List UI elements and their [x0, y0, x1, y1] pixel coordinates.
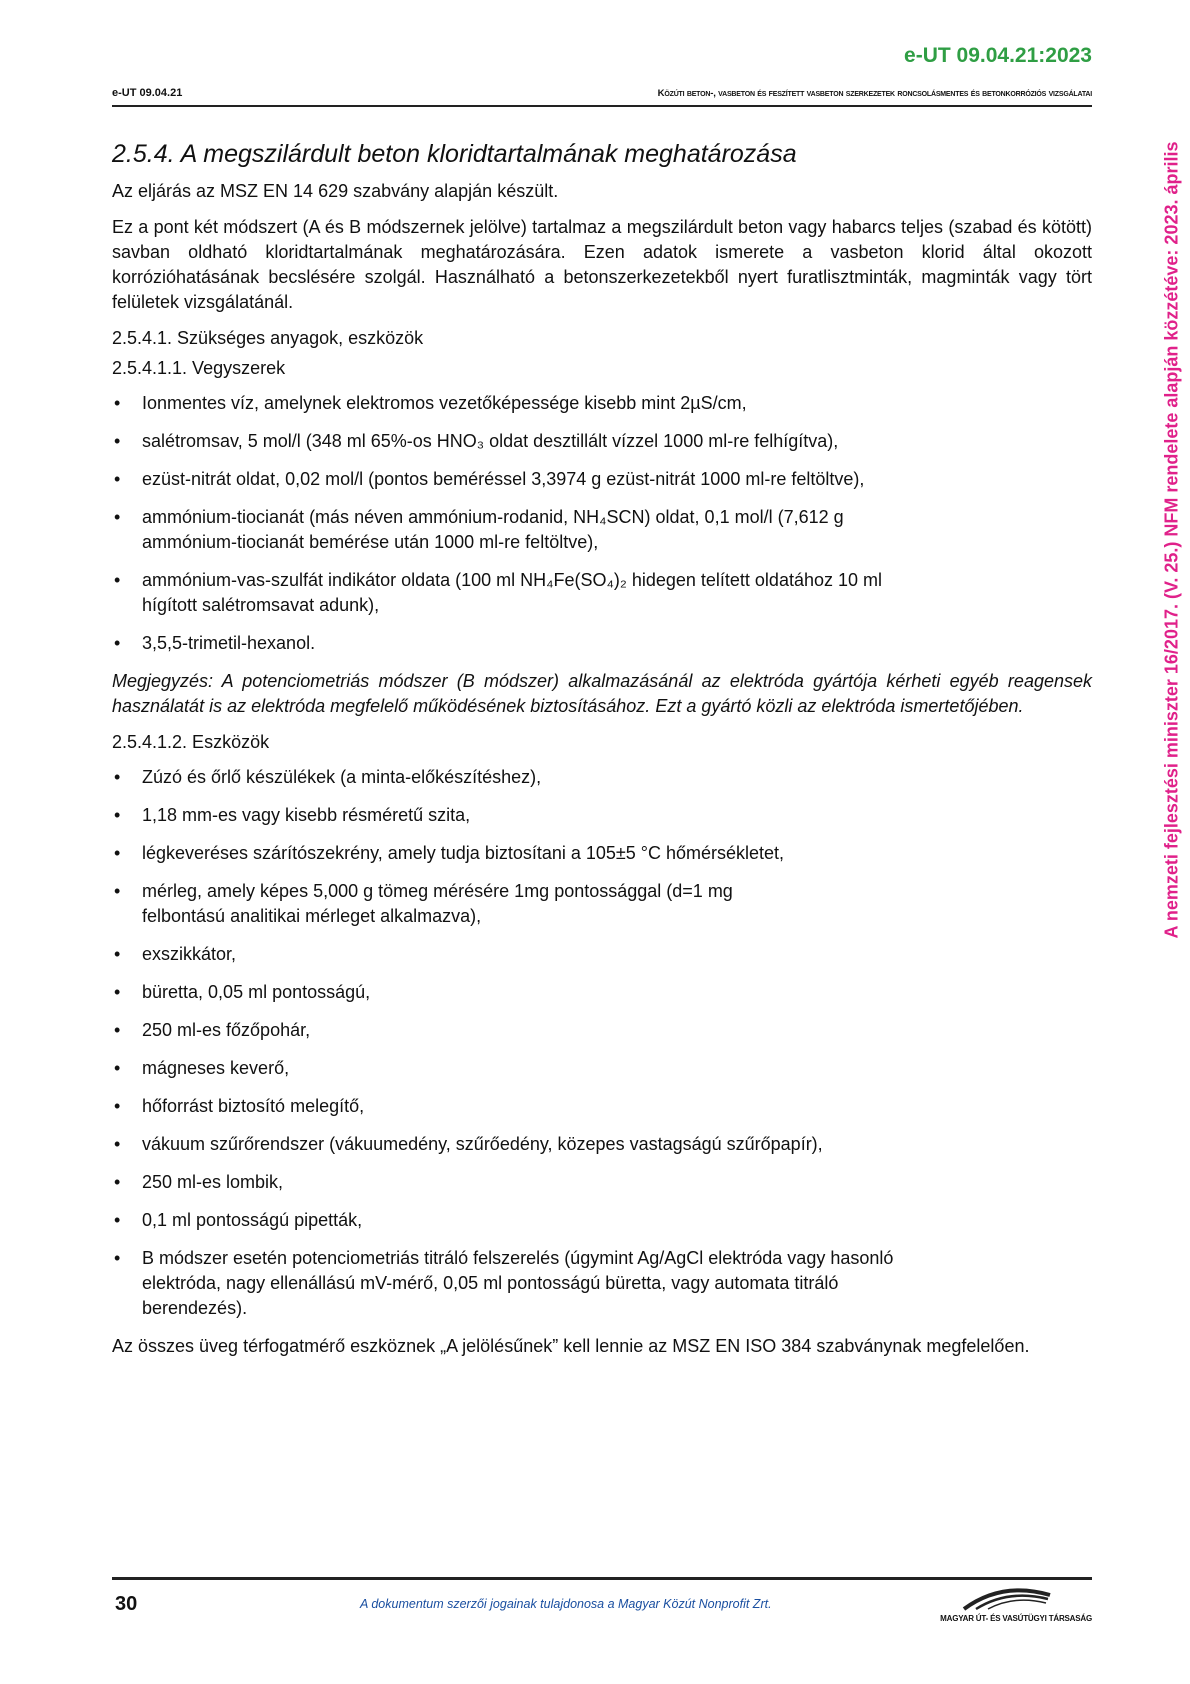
list-item: • ammónium-tiocianát (más néven ammónium-rodanid, NH₄SCN) oldat, 0,1 mol/l (7,612 g ammónium-tiocianát bemérése után 1000 ml-re feltöltve),	[112, 505, 922, 555]
section-title: 2.5.4. A megszilárdult beton kloridtartalmának meghatározása	[112, 140, 797, 168]
list-item: • mágneses keverő,	[112, 1056, 1092, 1081]
running-header	[112, 87, 1092, 107]
society-logo	[922, 1585, 1092, 1623]
note-paragraph: Megjegyzés: A potenciometriás módszer (B módszer) alkalmazásánál az elektróda gyártója kérheti egyéb reagensek használatát is az elektróda megfelelő működésének biztosításához. Ezt a gyártó közli az elektróda ismertetőjében.	[112, 671, 1092, 716]
header-doc-id: e-UT 09.04.21	[112, 87, 183, 99]
chemicals-list	[112, 391, 1092, 656]
subheading-materials: 2.5.4.1. Szükséges anyagok, eszközök	[112, 328, 424, 348]
list-item: • légkeveréses szárítószekrény, amely tudja biztosítani a 105±5 °C hőmérsékletet,	[112, 841, 1092, 866]
list-item: • exszikkátor,	[112, 942, 1092, 967]
list-item: • mérleg, amely képes 5,000 g tömeg mérésére 1mg pontossággal (d=1 mg felbontású analitikai mérleget alkalmazva),	[112, 879, 802, 929]
closing-paragraph: Az összes üveg térfogatmérő eszköznek „A jelölésűnek” kell lennie az MSZ EN ISO 384 szabványnak megfelelően.	[112, 1336, 1030, 1356]
footer-divider	[112, 1577, 1092, 1580]
list-item: • Zúzó és őrlő készülékek (a minta-előkészítéshez),	[112, 765, 1092, 790]
page-number: 30	[115, 1593, 138, 1615]
tools-list	[112, 765, 1092, 1321]
page-content	[112, 140, 1092, 1370]
list-item: • 0,1 ml pontosságú pipetták,	[112, 1208, 1092, 1233]
logo-text: MAGYAR ÚT- ÉS VASÚTÜGYI TÁRSASÁG	[940, 1614, 1092, 1623]
footer-copyright: A dokumentum szerzői jogainak tulajdonosa a Magyar Közút Nonprofit Zrt.	[360, 1597, 772, 1611]
road-arc-logo-icon	[962, 1585, 1052, 1611]
intro-paragraph: Az eljárás az MSZ EN 14 629 szabvány alapján készült.	[112, 181, 559, 201]
subheading-chemicals: 2.5.4.1.1. Vegyszerek	[112, 358, 286, 378]
document-code: e-UT 09.04.21:2023	[904, 44, 1092, 67]
list-item: • 3,5,5-trimetil-hexanol.	[112, 631, 1092, 656]
list-item: • ezüst-nitrát oldat, 0,02 mol/l (pontos beméréssel 3,3974 g ezüst-nitrát 1000 ml-re feltöltve),	[112, 467, 1092, 492]
list-item: • 250 ml-es lombik,	[112, 1170, 1092, 1195]
list-item: • büretta, 0,05 ml pontosságú,	[112, 980, 1092, 1005]
list-item: • ammónium-vas-szulfát indikátor oldata (100 ml NH₄Fe(SO₄)₂ hidegen telített oldatához 10 ml hígított salétromsavat adunk),	[112, 568, 942, 618]
list-item: • hőforrást biztosító melegítő,	[112, 1094, 1092, 1119]
subheading-tools: 2.5.4.1.2. Eszközök	[112, 732, 270, 752]
list-item: • salétromsav, 5 mol/l (348 ml 65%-os HNO₃ oldat desztillált vízzel 1000 ml-re felhígítva),	[112, 429, 1092, 454]
list-item: • 1,18 mm-es vagy kisebb résméretű szita,	[112, 803, 1092, 828]
list-item: • 250 ml-es főzőpohár,	[112, 1018, 1092, 1043]
list-item: • Ionmentes víz, amelynek elektromos vezetőképessége kisebb mint 2µS/cm,	[112, 391, 1092, 416]
list-item: • B módszer esetén potenciometriás titráló felszerelés (úgymint Ag/AgCl elektróda vagy hasonló elektróda, nagy ellenállású mV-mérő, 0,05 ml pontosságú büretta, vagy automata titráló berendezés).	[112, 1246, 912, 1321]
list-item: • vákuum szűrőrendszer (vákuumedény, szűrőedény, közepes vastagságú szűrőpapír),	[112, 1132, 1092, 1157]
header-doc-title: Közúti beton-, vasbeton és feszített vasbeton szerkezetek roncsolásmentes és betonkorróziós vizsgálatai	[657, 88, 1092, 99]
publication-side-note: A nemzeti fejlesztési miniszter 16/2017. (V. 25.) NFM rendelete alapján közzétéve: 2023. április	[1161, 141, 1182, 939]
description-paragraph: Ez a pont két módszert (A és B módszernek jelölve) tartalmaz a megszilárdult beton vagy habarcs teljes (szabad és kötött) savban oldható kloridtartalmának meghatározására. Ezen adatok ismerete a vasbeton klorid által okozott korrózióhatásának becslésére szolgál. Használható a betonszerkezetekből nyert furatlisztminták, magminták vagy tört felületek vizsgálatánál.	[112, 217, 1092, 312]
